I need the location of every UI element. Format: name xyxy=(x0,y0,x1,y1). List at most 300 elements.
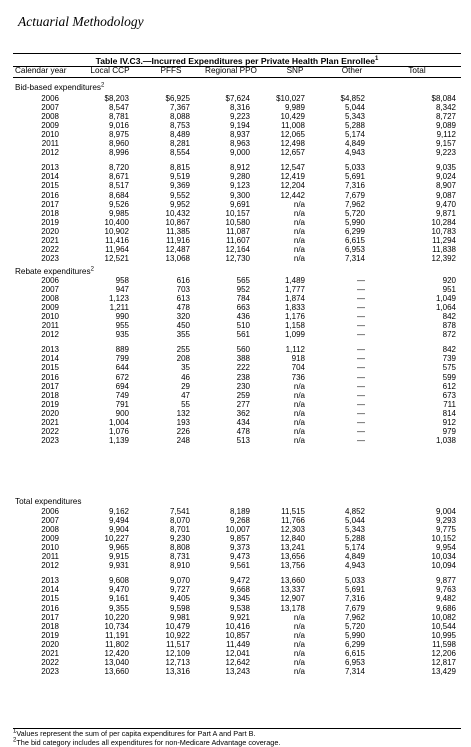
section-label-text: Rebate expenditures xyxy=(15,267,91,276)
cell-regional-ppo: 9,857 xyxy=(230,534,250,543)
cell-total: 9,004 xyxy=(436,507,456,516)
row-year: 2007 xyxy=(19,516,59,525)
column-header-local-ccp: Local CCP xyxy=(84,66,136,75)
cell-other: — xyxy=(357,354,365,363)
cell-other: 7,962 xyxy=(345,613,365,622)
cell-snp: n/a xyxy=(294,391,305,400)
cell-other: 6,299 xyxy=(345,227,365,236)
cell-local-ccp: 9,526 xyxy=(109,200,129,209)
cell-pffs: 248 xyxy=(177,436,190,445)
row-year: 2022 xyxy=(19,658,59,667)
cell-other: 4,943 xyxy=(345,148,365,157)
cell-other: 5,044 xyxy=(345,103,365,112)
cell-total: 8,727 xyxy=(436,112,456,121)
cell-pffs: 193 xyxy=(177,418,190,427)
cell-snp: 12,419 xyxy=(281,172,305,181)
cell-total: 13,429 xyxy=(432,667,456,676)
cell-pffs: 9,552 xyxy=(170,191,190,200)
row-year: 2013 xyxy=(19,576,59,585)
cell-other: 5,990 xyxy=(345,218,365,227)
row-year: 2013 xyxy=(19,163,59,172)
cell-other: 5,033 xyxy=(345,163,365,172)
cell-local-ccp: 9,915 xyxy=(109,552,129,561)
cell-snp: 13,337 xyxy=(281,585,305,594)
cell-other: 5,044 xyxy=(345,516,365,525)
cell-total: 8,907 xyxy=(436,181,456,190)
cell-total: 12,817 xyxy=(432,658,456,667)
cell-snp: n/a xyxy=(294,400,305,409)
row-year: 2021 xyxy=(19,649,59,658)
cell-snp: 704 xyxy=(292,363,305,372)
cell-other: 5,343 xyxy=(345,112,365,121)
cell-total: 9,954 xyxy=(436,543,456,552)
row-year: 2013 xyxy=(19,345,59,354)
cell-local-ccp: 11,802 xyxy=(105,640,129,649)
cell-snp: 11,515 xyxy=(281,507,305,516)
cell-total: 9,024 xyxy=(436,172,456,181)
cell-total: 9,877 xyxy=(436,576,456,585)
cell-snp: 13,660 xyxy=(281,576,305,585)
row-year: 2017 xyxy=(19,382,59,391)
row-year: 2023 xyxy=(19,436,59,445)
cell-other: — xyxy=(357,382,365,391)
cell-total: 10,995 xyxy=(432,631,456,640)
row-year: 2011 xyxy=(19,139,59,148)
cell-pffs: 11,385 xyxy=(166,227,190,236)
row-year: 2009 xyxy=(19,121,59,130)
row-year: 2014 xyxy=(19,585,59,594)
cell-regional-ppo: 9,472 xyxy=(230,576,250,585)
cell-snp: 1,777 xyxy=(285,285,305,294)
cell-pffs: 10,867 xyxy=(166,218,190,227)
cell-total: 12,206 xyxy=(432,649,456,658)
cell-pffs: 320 xyxy=(177,312,190,321)
cell-other: — xyxy=(357,373,365,382)
cell-other: — xyxy=(357,400,365,409)
cell-snp: 12,065 xyxy=(281,130,305,139)
cell-other: 4,849 xyxy=(345,139,365,148)
row-year: 2017 xyxy=(19,200,59,209)
cell-total: 1,064 xyxy=(436,303,456,312)
cell-local-ccp: 8,671 xyxy=(109,172,129,181)
cell-snp: n/a xyxy=(294,658,305,667)
cell-pffs: 8,070 xyxy=(170,516,190,525)
cell-regional-ppo: 9,000 xyxy=(230,148,250,157)
section-label-text: Bid-based expenditures xyxy=(15,83,101,92)
cell-local-ccp: 10,734 xyxy=(105,622,129,631)
cell-local-ccp: 9,904 xyxy=(109,525,129,534)
cell-pffs: 55 xyxy=(181,400,190,409)
cell-regional-ppo: 8,937 xyxy=(230,130,250,139)
cell-other: 6,953 xyxy=(345,245,365,254)
cell-pffs: 9,727 xyxy=(170,585,190,594)
cell-regional-ppo: 11,607 xyxy=(226,236,250,245)
cell-local-ccp: 900 xyxy=(116,409,129,418)
cell-snp: n/a xyxy=(294,200,305,209)
cell-local-ccp: 8,781 xyxy=(109,112,129,121)
cell-other: 5,343 xyxy=(345,525,365,534)
cell-regional-ppo: 436 xyxy=(237,312,250,321)
row-year: 2020 xyxy=(19,640,59,649)
cell-other: 5,720 xyxy=(345,622,365,631)
footnote-1-text: Values represent the sum of per capita expenditures for Part A and Part B. xyxy=(16,729,255,738)
cell-snp: n/a xyxy=(294,622,305,631)
cell-snp: n/a xyxy=(294,649,305,658)
cell-local-ccp: 947 xyxy=(116,285,129,294)
cell-other: 6,953 xyxy=(345,658,365,667)
cell-total: 872 xyxy=(443,330,456,339)
row-year: 2023 xyxy=(19,254,59,263)
cell-other: — xyxy=(357,418,365,427)
cell-total: 814 xyxy=(443,409,456,418)
cell-pffs: 10,922 xyxy=(166,631,190,640)
cell-pffs: 255 xyxy=(177,345,190,354)
section-label xyxy=(15,497,81,506)
cell-total: 9,871 xyxy=(436,209,456,218)
cell-local-ccp: 9,161 xyxy=(109,594,129,603)
page-header: Actuarial Methodology xyxy=(18,14,144,30)
cell-pffs: 9,369 xyxy=(170,181,190,190)
cell-total: 739 xyxy=(443,354,456,363)
cell-total: 10,094 xyxy=(432,561,456,570)
cell-local-ccp: 1,076 xyxy=(109,427,129,436)
cell-total: 10,544 xyxy=(432,622,456,631)
cell-other: — xyxy=(357,427,365,436)
cell-local-ccp: 13,660 xyxy=(105,667,129,676)
section-label xyxy=(15,267,94,276)
cell-other: — xyxy=(357,321,365,330)
cell-pffs: 29 xyxy=(181,382,190,391)
cell-snp: n/a xyxy=(294,218,305,227)
row-year: 2016 xyxy=(19,191,59,200)
cell-regional-ppo: 9,280 xyxy=(230,172,250,181)
cell-pffs: 450 xyxy=(177,321,190,330)
cell-regional-ppo: 9,123 xyxy=(230,181,250,190)
row-year: 2019 xyxy=(19,218,59,227)
cell-pffs: 616 xyxy=(177,276,190,285)
cell-local-ccp: 10,400 xyxy=(105,218,129,227)
cell-snp: 13,178 xyxy=(281,604,305,613)
cell-regional-ppo: 663 xyxy=(237,303,250,312)
row-year: 2019 xyxy=(19,631,59,640)
cell-other: 5,691 xyxy=(345,172,365,181)
row-year: 2008 xyxy=(19,112,59,121)
cell-snp: n/a xyxy=(294,640,305,649)
cell-other: 5,288 xyxy=(345,121,365,130)
cell-regional-ppo: 513 xyxy=(237,436,250,445)
cell-snp: n/a xyxy=(294,418,305,427)
cell-pffs: 9,405 xyxy=(170,594,190,603)
cell-snp: 1,833 xyxy=(285,303,305,312)
section-label-footnote-mark: 2 xyxy=(91,266,94,272)
row-year: 2010 xyxy=(19,130,59,139)
row-year: 2010 xyxy=(19,312,59,321)
cell-pffs: 9,230 xyxy=(170,534,190,543)
cell-regional-ppo: 434 xyxy=(237,418,250,427)
section-label-text: Total expenditures xyxy=(15,497,81,506)
cell-local-ccp: 889 xyxy=(116,345,129,354)
cell-pffs: 703 xyxy=(177,285,190,294)
cell-other: 5,990 xyxy=(345,631,365,640)
cell-snp: 12,657 xyxy=(281,148,305,157)
cell-snp: n/a xyxy=(294,409,305,418)
cell-regional-ppo: 8,963 xyxy=(230,139,250,148)
cell-total: 842 xyxy=(443,345,456,354)
cell-snp: n/a xyxy=(294,209,305,218)
footnote-1-mark: 1 xyxy=(13,729,16,735)
cell-regional-ppo: 8,912 xyxy=(230,163,250,172)
cell-local-ccp: 9,931 xyxy=(109,561,129,570)
cell-local-ccp: 8,996 xyxy=(109,148,129,157)
row-year: 2008 xyxy=(19,294,59,303)
cell-pffs: $6,925 xyxy=(166,94,190,103)
cell-regional-ppo: 9,921 xyxy=(230,613,250,622)
cell-pffs: 11,916 xyxy=(166,236,190,245)
cell-pffs: 7,541 xyxy=(170,507,190,516)
cell-snp: 11,008 xyxy=(281,121,305,130)
row-year: 2017 xyxy=(19,613,59,622)
cell-local-ccp: 694 xyxy=(116,382,129,391)
cell-total: 9,035 xyxy=(436,163,456,172)
cell-local-ccp: $8,203 xyxy=(105,94,129,103)
cell-total: 575 xyxy=(443,363,456,372)
cell-other: 7,314 xyxy=(345,254,365,263)
cell-local-ccp: 12,521 xyxy=(105,254,129,263)
cell-local-ccp: 10,902 xyxy=(105,227,129,236)
column-header-other: Other xyxy=(332,66,372,75)
cell-regional-ppo: 10,007 xyxy=(226,525,250,534)
cell-regional-ppo: 11,087 xyxy=(226,227,250,236)
row-year: 2012 xyxy=(19,330,59,339)
cell-local-ccp: 9,965 xyxy=(109,543,129,552)
cell-local-ccp: 13,040 xyxy=(105,658,129,667)
cell-regional-ppo: 12,730 xyxy=(226,254,250,263)
cell-pffs: 13,316 xyxy=(166,667,190,676)
cell-regional-ppo: 9,561 xyxy=(230,561,250,570)
cell-local-ccp: 9,985 xyxy=(109,209,129,218)
cell-other: 6,615 xyxy=(345,649,365,658)
cell-snp: 10,429 xyxy=(281,112,305,121)
cell-total: 842 xyxy=(443,312,456,321)
cell-snp: 1,176 xyxy=(285,312,305,321)
footnotes xyxy=(13,730,468,747)
row-year: 2006 xyxy=(19,276,59,285)
cell-pffs: 132 xyxy=(177,409,190,418)
cell-regional-ppo: 222 xyxy=(237,363,250,372)
cell-total: 10,082 xyxy=(432,613,456,622)
row-year: 2023 xyxy=(19,667,59,676)
cell-pffs: 10,479 xyxy=(166,622,190,631)
cell-total: 9,089 xyxy=(436,121,456,130)
cell-snp: 13,241 xyxy=(281,543,305,552)
cell-pffs: 8,910 xyxy=(170,561,190,570)
cell-regional-ppo: 10,416 xyxy=(226,622,250,631)
cell-regional-ppo: 277 xyxy=(237,400,250,409)
cell-local-ccp: 958 xyxy=(116,276,129,285)
cell-snp: 12,442 xyxy=(281,191,305,200)
cell-local-ccp: 9,608 xyxy=(109,576,129,585)
cell-total: 711 xyxy=(443,400,456,409)
cell-local-ccp: 990 xyxy=(116,312,129,321)
cell-snp: 1,489 xyxy=(285,276,305,285)
cell-total: 9,470 xyxy=(436,200,456,209)
cell-regional-ppo: 9,473 xyxy=(230,552,250,561)
cell-total: 10,284 xyxy=(432,218,456,227)
column-header-total: Total xyxy=(392,66,442,75)
cell-total: $8,084 xyxy=(432,94,456,103)
cell-total: 951 xyxy=(443,285,456,294)
cell-snp: n/a xyxy=(294,254,305,263)
cell-pffs: 13,068 xyxy=(166,254,190,263)
cell-regional-ppo: 9,223 xyxy=(230,112,250,121)
cell-snp: 736 xyxy=(292,373,305,382)
cell-local-ccp: 9,494 xyxy=(109,516,129,525)
cell-total: 11,838 xyxy=(432,245,456,254)
cell-other: — xyxy=(357,436,365,445)
cell-other: 4,849 xyxy=(345,552,365,561)
cell-local-ccp: 799 xyxy=(116,354,129,363)
cell-local-ccp: 8,960 xyxy=(109,139,129,148)
cell-snp: 13,756 xyxy=(281,561,305,570)
cell-total: 10,034 xyxy=(432,552,456,561)
cell-regional-ppo: 8,316 xyxy=(230,103,250,112)
cell-regional-ppo: 561 xyxy=(237,330,250,339)
cell-pffs: 8,815 xyxy=(170,163,190,172)
cell-regional-ppo: 510 xyxy=(237,321,250,330)
cell-regional-ppo: 9,691 xyxy=(230,200,250,209)
cell-other: 5,691 xyxy=(345,585,365,594)
cell-pffs: 8,701 xyxy=(170,525,190,534)
cell-total: 9,087 xyxy=(436,191,456,200)
cell-regional-ppo: 952 xyxy=(237,285,250,294)
cell-snp: 1,158 xyxy=(285,321,305,330)
cell-regional-ppo: 388 xyxy=(237,354,250,363)
cell-regional-ppo: 362 xyxy=(237,409,250,418)
cell-pffs: 12,487 xyxy=(166,245,190,254)
row-year: 2018 xyxy=(19,391,59,400)
column-header-snp: SNP xyxy=(278,66,312,75)
cell-local-ccp: 791 xyxy=(116,400,129,409)
cell-other: — xyxy=(357,303,365,312)
row-year: 2022 xyxy=(19,245,59,254)
cell-local-ccp: 644 xyxy=(116,363,129,372)
cell-other: — xyxy=(357,363,365,372)
cell-local-ccp: 11,416 xyxy=(105,236,129,245)
row-year: 2006 xyxy=(19,507,59,516)
cell-regional-ppo: 8,189 xyxy=(230,507,250,516)
cell-total: 9,775 xyxy=(436,525,456,534)
cell-other: 7,316 xyxy=(345,594,365,603)
cell-other: — xyxy=(357,330,365,339)
cell-total: 9,223 xyxy=(436,148,456,157)
row-year: 2012 xyxy=(19,561,59,570)
cell-local-ccp: 1,211 xyxy=(110,303,129,312)
cell-local-ccp: 9,016 xyxy=(109,121,129,130)
cell-local-ccp: 1,123 xyxy=(109,294,129,303)
column-header-regional-ppo: Regional PPO xyxy=(198,66,264,75)
cell-pffs: 10,432 xyxy=(166,209,190,218)
cell-snp: 12,840 xyxy=(281,534,305,543)
cell-snp: 12,204 xyxy=(281,181,305,190)
row-year: 2018 xyxy=(19,622,59,631)
cell-snp: 1,112 xyxy=(286,345,305,354)
row-year: 2022 xyxy=(19,427,59,436)
cell-local-ccp: 11,191 xyxy=(105,631,129,640)
cell-pffs: 8,731 xyxy=(170,552,190,561)
row-year: 2015 xyxy=(19,594,59,603)
cell-snp: 12,303 xyxy=(281,525,305,534)
footnote-2-text: The bid category includes all expenditures for non-Medicare Advantage coverage. xyxy=(16,738,280,747)
cell-regional-ppo: 784 xyxy=(237,294,250,303)
cell-local-ccp: 12,420 xyxy=(105,649,129,658)
cell-pffs: 9,070 xyxy=(170,576,190,585)
cell-total: 11,598 xyxy=(432,640,456,649)
cell-pffs: 478 xyxy=(177,303,190,312)
cell-regional-ppo: 238 xyxy=(237,373,250,382)
cell-total: 612 xyxy=(443,382,456,391)
cell-other: 7,316 xyxy=(345,181,365,190)
cell-total: 10,152 xyxy=(432,534,456,543)
cell-regional-ppo: 9,538 xyxy=(230,604,250,613)
row-year: 2020 xyxy=(19,409,59,418)
cell-other: 5,288 xyxy=(345,534,365,543)
cell-snp: 12,498 xyxy=(281,139,305,148)
cell-other: — xyxy=(357,285,365,294)
cell-other: — xyxy=(357,276,365,285)
cell-other: 7,314 xyxy=(345,667,365,676)
cell-regional-ppo: $7,624 xyxy=(226,94,250,103)
cell-other: — xyxy=(357,391,365,400)
cell-pffs: 7,367 xyxy=(170,103,190,112)
cell-pffs: 8,554 xyxy=(170,148,190,157)
cell-snp: n/a xyxy=(294,227,305,236)
cell-other: — xyxy=(357,294,365,303)
section-label-footnote-mark: 2 xyxy=(101,82,104,88)
cell-total: 912 xyxy=(443,418,456,427)
cell-total: 10,783 xyxy=(432,227,456,236)
cell-pffs: 47 xyxy=(181,391,190,400)
cell-regional-ppo: 9,345 xyxy=(230,594,250,603)
cell-other: 7,962 xyxy=(345,200,365,209)
row-year: 2021 xyxy=(19,236,59,245)
cell-total: 9,686 xyxy=(436,604,456,613)
cell-snp: n/a xyxy=(294,667,305,676)
cell-local-ccp: 8,684 xyxy=(109,191,129,200)
cell-regional-ppo: 9,300 xyxy=(230,191,250,200)
cell-regional-ppo: 9,194 xyxy=(230,121,250,130)
cell-pffs: 8,808 xyxy=(170,543,190,552)
cell-local-ccp: 8,547 xyxy=(109,103,129,112)
cell-total: 878 xyxy=(443,321,456,330)
cell-regional-ppo: 10,857 xyxy=(226,631,250,640)
row-year: 2011 xyxy=(19,552,59,561)
cell-pffs: 46 xyxy=(181,373,190,382)
row-year: 2014 xyxy=(19,172,59,181)
cell-regional-ppo: 565 xyxy=(237,276,250,285)
cell-total: 673 xyxy=(443,391,456,400)
row-year: 2020 xyxy=(19,227,59,236)
cell-snp: n/a xyxy=(294,436,305,445)
cell-other: — xyxy=(357,409,365,418)
row-year: 2021 xyxy=(19,418,59,427)
cell-local-ccp: 10,220 xyxy=(105,613,129,622)
cell-regional-ppo: 12,164 xyxy=(226,245,250,254)
cell-local-ccp: 9,470 xyxy=(109,585,129,594)
cell-snp: $10,027 xyxy=(276,94,305,103)
cell-regional-ppo: 560 xyxy=(237,345,250,354)
cell-pffs: 8,281 xyxy=(170,139,190,148)
cell-local-ccp: 8,975 xyxy=(109,130,129,139)
